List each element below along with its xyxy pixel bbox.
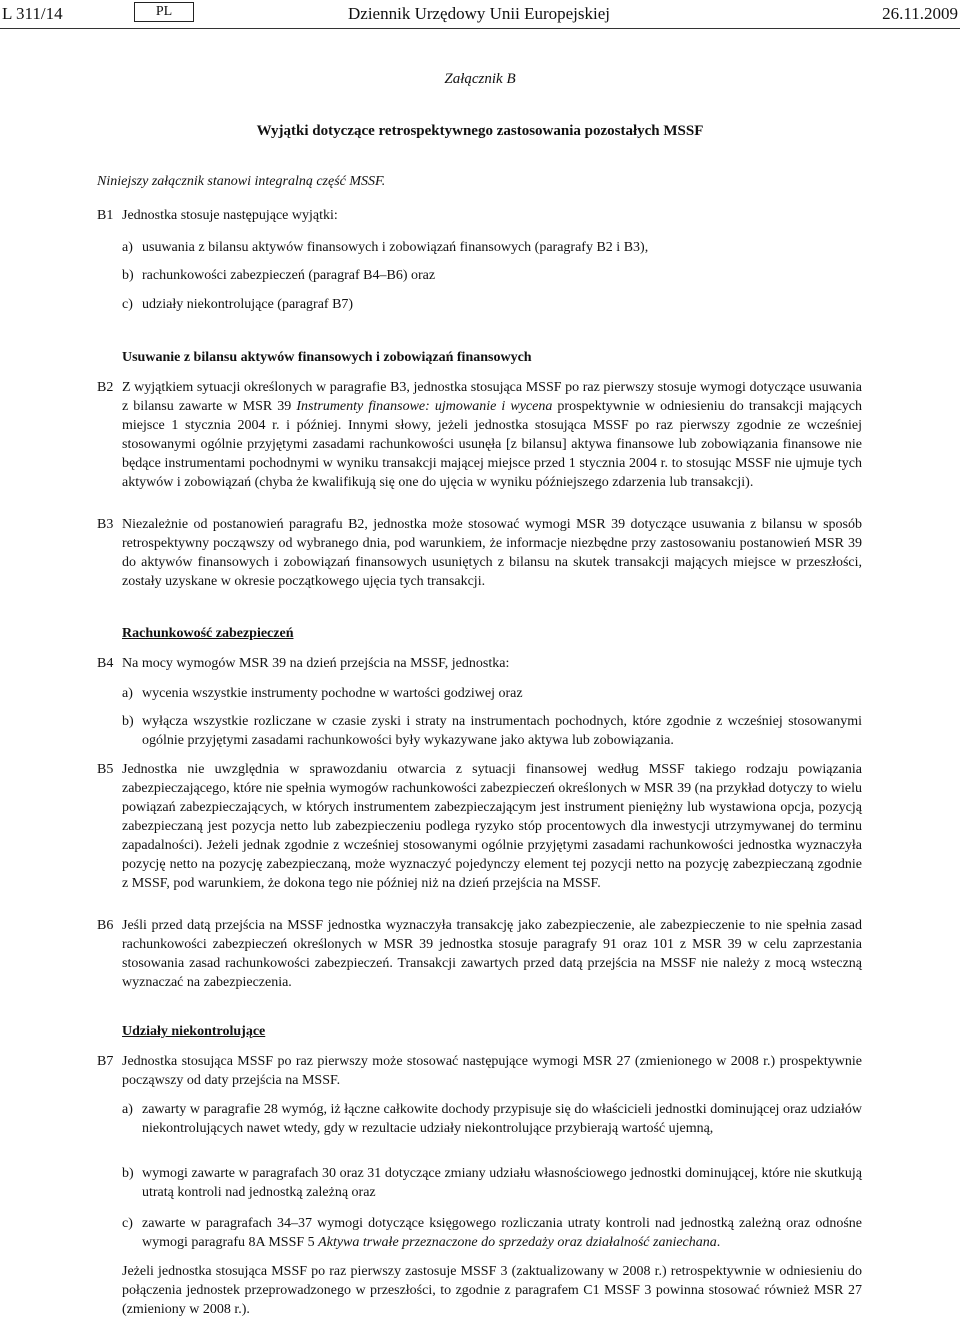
paragraph-b7 [97, 1052, 862, 1090]
item-text: zawarte w paragrafach 34–37 wymogi dotyczące księgowego rozliczania utraty kontroli nad jednostką zależną oraz odnośne wymogi paragrafu 8A MSSF 5 Aktywa trwałe przeznaczone do sprzedaży oraz działalność zaniechana. [142, 1216, 862, 1250]
section-heading-derecognition: Usuwanie z bilansu aktywów finansowych i zobowiązań finansowych [122, 350, 532, 365]
standard-title-italic: Aktywa trwałe przeznaczone do sprzedaży oraz działalność zaniechana [318, 1235, 717, 1250]
item-text: usuwania z bilansu aktywów finansowych i zobowiązań finansowych (paragrafy B2 i B3), [142, 240, 649, 255]
list-item-b7-b [122, 1164, 862, 1202]
list-item-b1-b [122, 266, 862, 285]
paragraph-number: B7 [97, 1054, 114, 1069]
item-label: b) [122, 268, 134, 283]
paragraph-number: B5 [97, 762, 114, 777]
journal-title: Dziennik Urzędowy Unii Europejskiej [348, 4, 611, 23]
list-item-b1-a [122, 238, 862, 257]
item-text: udziały niekontrolujące (paragraf B7) [142, 297, 354, 312]
item-text: zawarty w paragrafie 28 wymóg, iż łączne całkowite dochody przypisuje się do właścicieli jednostki dominującej oraz udziałów niekontrolujących nawet wtedy, gdy w rezultacie udziały niekontrolujące przybierają wartość ujemną, [142, 1102, 862, 1136]
item-label: a) [122, 686, 133, 701]
paragraph-b2 [97, 378, 862, 492]
language-box: PL [134, 2, 194, 22]
list-item-b4-b [122, 712, 862, 750]
main-title: Wyjątki dotyczące retrospektywnego zastosowania pozostałych MSSF [256, 123, 704, 139]
publication-date: 26.11.2009 [882, 4, 958, 23]
item-label: c) [122, 297, 133, 312]
item-label: a) [122, 1102, 133, 1117]
paragraph-text: Niezależnie od postanowień paragrafu B2, jednostka może stosować wymogi MSR 39 dotyczące usuwania z bilansu w sposób retrospektywny począwszy od wybranego dnia, pod warunkiem, że informacje niezbędne przy zastosowaniu postanowień MSR 39 do aktywów finansowych i zobowiązań finansowych usuniętych z bilansu na skutek transakcji mających miejsce w przeszłości, zostały uzyskane w okresie początkowego ujęcia tych transakcji. [122, 517, 862, 589]
list-item-b7-a [122, 1100, 862, 1138]
paragraph-b3 [97, 515, 862, 591]
list-item-b4-a [122, 684, 862, 703]
paragraph-text: Z wyjątkiem sytuacji określonych w paragrafie B3, jednostka stosująca MSSF po raz pierwszy stosuje wymogi dotyczące usuwania z bilansu zawarte w MSR 39 Instrumenty finansowe: ujmowanie i wycena prospektywnie w odniesieniu do transakcji mających miejsce 1 stycznia 2004 r. i później. Innymi słowy, jeżeli jednostka stosująca MSSF po raz pierwszy zgodnie ze wcześniej stosowanymi ogólnie przyjętymi zasadami rachunkowości usunęła [z bilansu] aktywa finansowe lub zobowiązania finansowe nie będące instrumentami pochodnymi w wyniku transakcji mającej miejsce przed 1 stycznia 2004 r. to stosując MSSF nie ujmuje tych aktywów i zobowiązań (chyba że kwalifikują się one do ujęcia w wyniku późniejszego zdarzenia lub transakcji). [122, 380, 862, 490]
paragraph-text: Jeśli przed datą przejścia na MSSF jednostka wyznaczyła transakcję jako zabezpieczenie, ale zabezpieczenie to nie spełnia zasad rachunkowości zabezpieczeń określonych w MSR 39 jednostka stosuje paragrafy 91 oraz 101 z MSR 39 w celu zaprzestania stosowania zasad rachunkowości zabezpieczeń. Transakcji zawartych przed datą przejścia na MSSF nie należy z mocą wsteczną wyznaczać na zabezpieczenia. [122, 918, 862, 990]
item-label: b) [122, 714, 134, 729]
paragraph-number: B3 [97, 517, 114, 532]
item-label: a) [122, 240, 133, 255]
page-reference: L 311/14 [2, 4, 63, 23]
paragraph-text: Jednostka nie uwzględnia w sprawozdaniu otwarcia z sytuacji finansowej według MSSF takiego rodzaju powiązania zabezpieczającego, które nie spełnia wymogów rachunkowości zabezpieczeń określonych w MSR 39 (na przykład dotyczy to wielu powiązań zabezpieczających, w których instrumentem zabezpieczającym jest instrument pieniężny lub wystawiona opcja, pozycją zabezpieczaną jest pozycja netto lub zabezpieczeniu podlega ryzyko stóp procentowych dla inwestycji utrzymywanej do terminu zapadalności). Jeżeli jednak zgodnie z wcześniej stosowanymi ogólnie przyjętymi zasadami rachunkowości jednostka wyznaczyła pozycję netto na pozycję zabezpieczaną, może wyznaczyć pojedynczy element tej pozycji netto na pozycję zabezpieczaną zgodnie z MSSF, pod warunkiem, że dokona tego nie później niż na dzień przejścia na MSSF. [122, 762, 862, 891]
list-item-b7-c [122, 1214, 862, 1252]
item-text: wymogi zawarte w paragrafach 30 oraz 31 dotyczące zmiany udziału własnościowego jednostki dominującej, które nie skutkują utratą kontroli nad jednostką zależną oraz [142, 1166, 862, 1200]
item-text: rachunkowości zabezpieczeń (paragraf B4–B6) oraz [142, 268, 436, 283]
paragraph-text: Jednostka stosuje następujące wyjątki: [122, 208, 338, 223]
intro-text: Niniejszy załącznik stanowi integralną część MSSF. [97, 174, 386, 189]
paragraph-number: B6 [97, 918, 114, 933]
paragraph-b4 [97, 654, 862, 673]
closing-paragraph: Jeżeli jednostka stosująca MSSF po raz pierwszy zastosuje MSSF 3 (zaktualizowany w 2008 r.) retrospektywnie w odniesieniu do połączenia jednostek przeprowadzonego w przeszłości, to zgodnie z paragrafem C1 MSSF 3 powinna stosować również MSR 27 (zmieniony w 2008 r.). [122, 1264, 862, 1317]
paragraph-text: Jednostka stosująca MSSF po raz pierwszy może stosować następujące wymogi MSR 27 (zmienionego w 2008 r.) prospektywnie począwszy od daty przejścia na MSSF. [122, 1054, 862, 1088]
paragraph-number: B2 [97, 380, 114, 395]
header-divider [0, 28, 960, 29]
paragraph-number: B4 [97, 656, 114, 671]
paragraph-b1 [97, 206, 862, 225]
item-label: b) [122, 1166, 134, 1181]
item-text: wyłącza wszystkie rozliczane w czasie zyski i straty na instrumentach pochodnych, które zgodnie z wcześniej stosowanymi ogólnie przyjętymi zasadami rachunkowości były wykazywane jako aktywa lub zobowiązania. [142, 714, 862, 748]
section-heading-non-controlling-interests: Udziały niekontrolujące [122, 1024, 266, 1039]
item-text: wycenia wszystkie instrumenty pochodne w wartości godziwej oraz [142, 686, 523, 701]
list-item-b1-c [122, 295, 862, 314]
paragraph-text: Na mocy wymogów MSR 39 na dzień przejścia na MSSF, jednostka: [122, 656, 510, 671]
paragraph-b6 [97, 916, 862, 992]
section-heading-hedge-accounting: Rachunkowość zabezpieczeń [122, 626, 294, 641]
standard-title-italic: Instrumenty finansowe: ujmowanie i wycena [296, 399, 553, 414]
annex-title: Załącznik B [444, 71, 516, 87]
paragraph-b5 [97, 760, 862, 893]
page-header [0, 0, 960, 28]
item-label: c) [122, 1216, 133, 1231]
paragraph-number: B1 [97, 208, 114, 223]
